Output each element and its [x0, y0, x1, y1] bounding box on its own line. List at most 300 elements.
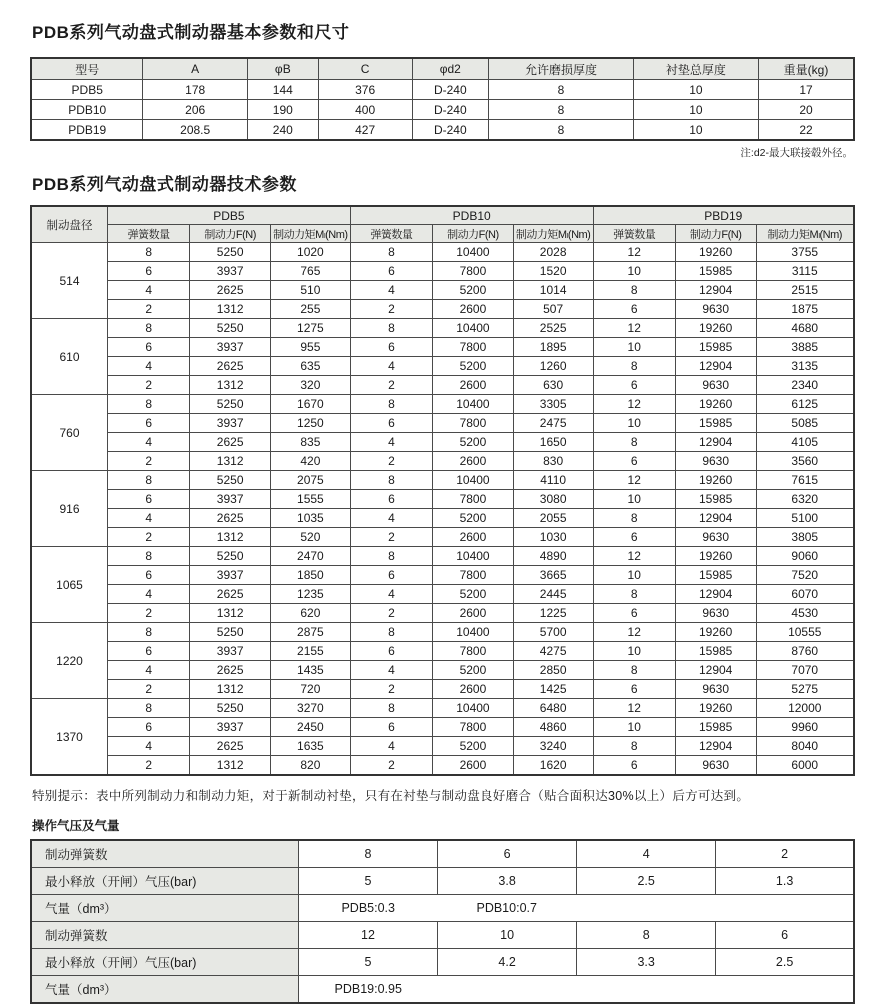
value-cell: 2600: [433, 376, 514, 395]
value-cell: 2: [350, 528, 432, 547]
value-cell: 2625: [190, 737, 271, 756]
value-cell: 6: [108, 262, 190, 281]
value-cell: 7800: [433, 414, 514, 433]
value-cell: 9630: [675, 604, 756, 623]
table-row: [31, 604, 854, 623]
value-cell: 8: [350, 471, 432, 490]
value-cell: 8: [350, 395, 432, 414]
table-row: [31, 395, 854, 414]
value-cell: 507: [513, 300, 593, 319]
value-cell: 2: [108, 680, 190, 699]
value-cell: 8: [350, 699, 432, 718]
value-cell: 6: [593, 376, 675, 395]
table-row: [31, 699, 854, 718]
value-cell: 630: [513, 376, 593, 395]
value-cell: 4: [350, 585, 432, 604]
value-cell: 9630: [675, 376, 756, 395]
value-cell: 10400: [433, 547, 514, 566]
table-row: [31, 868, 854, 895]
table-row: [31, 680, 854, 699]
value-cell: 5250: [190, 623, 271, 642]
value-cell: 5250: [190, 547, 271, 566]
table-row: [31, 840, 854, 868]
value-cell: 6: [593, 300, 675, 319]
value-cell: 2600: [433, 300, 514, 319]
value-cell: 9630: [675, 528, 756, 547]
value-cell: 4: [108, 585, 190, 604]
value-cell: 2515: [756, 281, 854, 300]
value-cell: 1035: [270, 509, 350, 528]
value-cell: 6: [350, 718, 432, 737]
table-row: [31, 756, 854, 776]
value-cell: 12904: [675, 357, 756, 376]
value-cell: 6: [593, 680, 675, 699]
row-label: 制动弹簧数: [31, 922, 298, 949]
column-header: 弹簧数量: [108, 225, 190, 243]
table-row: [31, 300, 854, 319]
column-header: 制动力矩Mₗ(Nm): [270, 225, 350, 243]
value-cell: 7800: [433, 718, 514, 737]
value-cell: 5250: [190, 243, 271, 262]
value-cell: 19260: [675, 623, 756, 642]
value-cell: 15985: [675, 642, 756, 661]
value-cell: 2: [108, 604, 190, 623]
value-cell: 12: [593, 319, 675, 338]
table-row: [31, 338, 854, 357]
value-cell: 8: [593, 737, 675, 756]
value-cell: 2450: [270, 718, 350, 737]
value-cell: 2470: [270, 547, 350, 566]
value-cell: 7800: [433, 490, 514, 509]
value-cell: 2: [350, 300, 432, 319]
value-cell: 1030: [513, 528, 593, 547]
value-cell: 7800: [433, 566, 514, 585]
basic-params-header: [31, 58, 854, 80]
section3-title: 操作气压及气量: [32, 819, 120, 833]
value-cell: 5250: [190, 699, 271, 718]
column-header: 衬垫总厚度: [633, 58, 758, 80]
value-cell: 2475: [513, 414, 593, 433]
value-cell: 3937: [190, 566, 271, 585]
value-cell: 12904: [675, 737, 756, 756]
value-cell: 9960: [756, 718, 854, 737]
value-cell: 6: [438, 840, 577, 868]
diameter-group: [31, 319, 854, 395]
table-row: [31, 281, 854, 300]
value-cell: 420: [270, 452, 350, 471]
value-cell: 2600: [433, 452, 514, 471]
value-cell: 6125: [756, 395, 854, 414]
value-cell: 3755: [756, 243, 854, 262]
value-cell: 15985: [675, 718, 756, 737]
value-cell: 2445: [513, 585, 593, 604]
value-cell: 8040: [756, 737, 854, 756]
value-cell: 1014: [513, 281, 593, 300]
value-cell: 4890: [513, 547, 593, 566]
value-cell: 8: [593, 433, 675, 452]
value-cell: 10: [593, 566, 675, 585]
value-cell: 2600: [433, 604, 514, 623]
value-cell: 10: [633, 100, 758, 120]
value-cell: 2600: [433, 756, 514, 776]
value-cell: 5085: [756, 414, 854, 433]
span-value: PDB10:0.7: [476, 901, 537, 915]
value-cell: 12904: [675, 661, 756, 680]
value-cell: 8: [108, 243, 190, 262]
value-cell: 4: [108, 433, 190, 452]
value-cell: 8: [108, 395, 190, 414]
value-cell: 5: [298, 949, 437, 976]
value-cell: 3805: [756, 528, 854, 547]
value-cell: 3115: [756, 262, 854, 281]
value-cell: 4: [108, 357, 190, 376]
value-cell: 5: [298, 868, 437, 895]
value-cell: 830: [513, 452, 593, 471]
value-cell: 2625: [190, 585, 271, 604]
value-cell: 1555: [270, 490, 350, 509]
value-cell: 2: [350, 680, 432, 699]
value-cell: 4275: [513, 642, 593, 661]
value-cell: 3937: [190, 414, 271, 433]
value-cell: 2340: [756, 376, 854, 395]
section1-title: PDB系列气动盘式制动器基本参数和尺寸: [32, 23, 350, 42]
value-cell: 635: [270, 357, 350, 376]
value-cell: 17: [758, 80, 854, 100]
value-cell: 4: [350, 737, 432, 756]
value-cell: 5200: [433, 433, 514, 452]
table-row: [31, 471, 854, 490]
value-cell: 6: [350, 338, 432, 357]
value-cell: 4: [108, 281, 190, 300]
value-cell: 4680: [756, 319, 854, 338]
value-cell: 19260: [675, 395, 756, 414]
tech-params-header: [31, 206, 854, 243]
value-cell: 8: [108, 699, 190, 718]
value-cell: 835: [270, 433, 350, 452]
value-cell: 7800: [433, 262, 514, 281]
table-row: [31, 100, 854, 120]
value-cell: 10400: [433, 243, 514, 262]
value-cell: 12: [593, 623, 675, 642]
section2-title: PDB系列气动盘式制动器技术参数: [32, 175, 297, 194]
diameter-cell: 1370: [31, 699, 108, 776]
diameter-cell: 760: [31, 395, 108, 471]
column-header: 制动力F(N): [190, 225, 271, 243]
value-cell: 5200: [433, 357, 514, 376]
value-cell: 1670: [270, 395, 350, 414]
value-cell: 2: [350, 452, 432, 471]
value-cell: 2625: [190, 433, 271, 452]
value-cell: 6: [350, 262, 432, 281]
value-cell: 1225: [513, 604, 593, 623]
row-label: 最小释放（开闸）气压(bar): [31, 949, 298, 976]
column-header: 制动力F(N): [433, 225, 514, 243]
basic-params-table: [30, 57, 855, 141]
value-cell: 2055: [513, 509, 593, 528]
table-row: [31, 262, 854, 281]
header-row: [31, 58, 854, 80]
value-cell: 4: [350, 661, 432, 680]
span-cell: [298, 895, 854, 922]
value-cell: 3080: [513, 490, 593, 509]
diameter-group: [31, 547, 854, 623]
value-cell: 255: [270, 300, 350, 319]
value-cell: 190: [247, 100, 318, 120]
value-cell: 8: [298, 840, 437, 868]
value-cell: 4860: [513, 718, 593, 737]
value-cell: 1875: [756, 300, 854, 319]
span-value: PDB19:0.95: [334, 982, 402, 996]
value-cell: 2: [108, 528, 190, 547]
value-cell: 8: [489, 80, 634, 100]
value-cell: 1.3: [716, 868, 854, 895]
diameter-group: [31, 243, 854, 319]
value-cell: 19260: [675, 319, 756, 338]
value-cell: 8: [108, 547, 190, 566]
value-cell: 8: [108, 623, 190, 642]
value-cell: 3665: [513, 566, 593, 585]
value-cell: 6: [593, 528, 675, 547]
table-row: [31, 922, 854, 949]
value-cell: 520: [270, 528, 350, 547]
value-cell: 8: [108, 319, 190, 338]
tech-params-table: [30, 205, 855, 776]
value-cell: 12: [593, 243, 675, 262]
model-cell: PDB5: [31, 80, 143, 100]
value-cell: 20: [758, 100, 854, 120]
value-cell: 6: [716, 922, 854, 949]
value-cell: 2: [108, 376, 190, 395]
value-cell: 5250: [190, 319, 271, 338]
value-cell: 10: [593, 262, 675, 281]
value-cell: 2.5: [716, 949, 854, 976]
value-cell: 320: [270, 376, 350, 395]
table-row: [31, 509, 854, 528]
value-cell: 9060: [756, 547, 854, 566]
table-row: [31, 718, 854, 737]
value-cell: 2028: [513, 243, 593, 262]
diameter-cell: 1220: [31, 623, 108, 699]
table-row: [31, 433, 854, 452]
column-header: φd2: [412, 58, 489, 80]
value-cell: 4: [577, 840, 716, 868]
diameter-cell: 916: [31, 471, 108, 547]
table-row: [31, 547, 854, 566]
value-cell: 3135: [756, 357, 854, 376]
row-label: 气量（dm³）: [31, 976, 298, 1004]
value-cell: 10: [633, 120, 758, 141]
row-label: 气量（dm³）: [31, 895, 298, 922]
model-cell: PDB10: [31, 100, 143, 120]
value-cell: 12: [593, 547, 675, 566]
table-row: [31, 566, 854, 585]
value-cell: 2850: [513, 661, 593, 680]
value-cell: 8: [350, 243, 432, 262]
group-header: PDB5: [108, 206, 351, 225]
value-cell: 1312: [190, 452, 271, 471]
value-cell: 6: [350, 490, 432, 509]
value-cell: 2875: [270, 623, 350, 642]
value-cell: 3305: [513, 395, 593, 414]
value-cell: 1425: [513, 680, 593, 699]
value-cell: 12000: [756, 699, 854, 718]
column-header: 弹簧数量: [593, 225, 675, 243]
value-cell: 5200: [433, 661, 514, 680]
value-cell: 10400: [433, 623, 514, 642]
value-cell: 1620: [513, 756, 593, 776]
value-cell: 376: [318, 80, 412, 100]
value-cell: 10400: [433, 471, 514, 490]
value-cell: 8: [593, 585, 675, 604]
table-row: [31, 376, 854, 395]
value-cell: 9630: [675, 680, 756, 699]
value-cell: 4: [108, 509, 190, 528]
value-cell: 6: [108, 642, 190, 661]
value-cell: 4: [108, 737, 190, 756]
diameter-cell: 610: [31, 319, 108, 395]
value-cell: 1435: [270, 661, 350, 680]
value-cell: 4: [350, 357, 432, 376]
table-row: [31, 243, 854, 262]
value-cell: 5250: [190, 471, 271, 490]
value-cell: 10: [593, 414, 675, 433]
value-cell: 6480: [513, 699, 593, 718]
column-header: 制动力矩Mₗ(Nm): [756, 225, 854, 243]
value-cell: 15985: [675, 414, 756, 433]
value-cell: 3937: [190, 642, 271, 661]
value-cell: 3937: [190, 490, 271, 509]
value-cell: 2625: [190, 357, 271, 376]
table-row: [31, 452, 854, 471]
value-cell: D-240: [412, 100, 489, 120]
value-cell: 2: [350, 756, 432, 776]
value-cell: 10400: [433, 395, 514, 414]
value-cell: 6: [108, 338, 190, 357]
value-cell: 6320: [756, 490, 854, 509]
pressure-volume-table: [30, 839, 855, 1004]
group-header: PDB10: [350, 206, 593, 225]
column-header: φB: [247, 58, 318, 80]
value-cell: 7520: [756, 566, 854, 585]
value-cell: 2075: [270, 471, 350, 490]
diameter-group: [31, 471, 854, 547]
column-header: 型号: [31, 58, 143, 80]
value-cell: 4530: [756, 604, 854, 623]
value-cell: 955: [270, 338, 350, 357]
table-row: [31, 737, 854, 756]
value-cell: 12904: [675, 509, 756, 528]
row-label: 制动弹簧数: [31, 840, 298, 868]
value-cell: 10: [593, 338, 675, 357]
value-cell: 7070: [756, 661, 854, 680]
value-cell: 1260: [513, 357, 593, 376]
value-cell: 2: [350, 604, 432, 623]
value-cell: 6: [108, 490, 190, 509]
value-cell: 1250: [270, 414, 350, 433]
value-cell: 4: [350, 433, 432, 452]
value-cell: 19260: [675, 699, 756, 718]
value-cell: 8: [489, 120, 634, 141]
basic-params-body: [31, 80, 854, 141]
value-cell: 12: [298, 922, 437, 949]
value-cell: 7800: [433, 642, 514, 661]
table-row: [31, 80, 854, 100]
value-cell: 3240: [513, 737, 593, 756]
value-cell: 8: [489, 100, 634, 120]
value-cell: 178: [143, 80, 248, 100]
value-cell: D-240: [412, 120, 489, 141]
table-row: [31, 895, 854, 922]
value-cell: 8: [350, 623, 432, 642]
value-cell: 19260: [675, 547, 756, 566]
value-cell: 2625: [190, 281, 271, 300]
value-cell: 10555: [756, 623, 854, 642]
value-cell: 206: [143, 100, 248, 120]
value-cell: 6: [593, 756, 675, 776]
value-cell: 2: [108, 300, 190, 319]
value-cell: 1635: [270, 737, 350, 756]
value-cell: 2: [108, 756, 190, 776]
row-label: 最小释放（开闸）气压(bar): [31, 868, 298, 895]
value-cell: 510: [270, 281, 350, 300]
value-cell: 2600: [433, 680, 514, 699]
value-cell: 5100: [756, 509, 854, 528]
value-cell: 2: [350, 376, 432, 395]
table-row: [31, 319, 854, 338]
value-cell: 1020: [270, 243, 350, 262]
value-cell: 6000: [756, 756, 854, 776]
table-row: [31, 357, 854, 376]
value-cell: 2: [716, 840, 854, 868]
value-cell: 6070: [756, 585, 854, 604]
table-row: [31, 976, 854, 1004]
value-cell: 1312: [190, 528, 271, 547]
value-cell: 5200: [433, 737, 514, 756]
value-cell: 427: [318, 120, 412, 141]
value-cell: 10: [438, 922, 577, 949]
column-header: 制动力F(N): [675, 225, 756, 243]
value-cell: 1312: [190, 680, 271, 699]
value-cell: 8: [108, 471, 190, 490]
value-cell: 3937: [190, 338, 271, 357]
subheader-row: [31, 225, 854, 243]
value-cell: 9630: [675, 300, 756, 319]
value-cell: 10400: [433, 699, 514, 718]
table-row: [31, 490, 854, 509]
value-cell: 2: [108, 452, 190, 471]
value-cell: 10400: [433, 319, 514, 338]
header-row: [31, 206, 854, 225]
special-note: 特别提示：表中所列制动力和制动力矩，对于新制动衬垫，只有在衬垫与制动盘良好磨合（贴合面积达30%以上）后方可达到。: [32, 789, 750, 803]
value-cell: 22: [758, 120, 854, 141]
value-cell: 3885: [756, 338, 854, 357]
table-row: [31, 661, 854, 680]
table1-note: 注:d2-最大联接毂外径。: [740, 147, 853, 159]
diameter-cell: 514: [31, 243, 108, 319]
column-header: C: [318, 58, 412, 80]
span-cell: [298, 976, 854, 1004]
value-cell: 765: [270, 262, 350, 281]
diameter-group: [31, 395, 854, 471]
table-row: [31, 623, 854, 642]
value-cell: 8: [593, 661, 675, 680]
value-cell: 2155: [270, 642, 350, 661]
value-cell: 12904: [675, 585, 756, 604]
value-cell: 15985: [675, 490, 756, 509]
value-cell: 7615: [756, 471, 854, 490]
value-cell: 2625: [190, 661, 271, 680]
value-cell: 6: [350, 566, 432, 585]
